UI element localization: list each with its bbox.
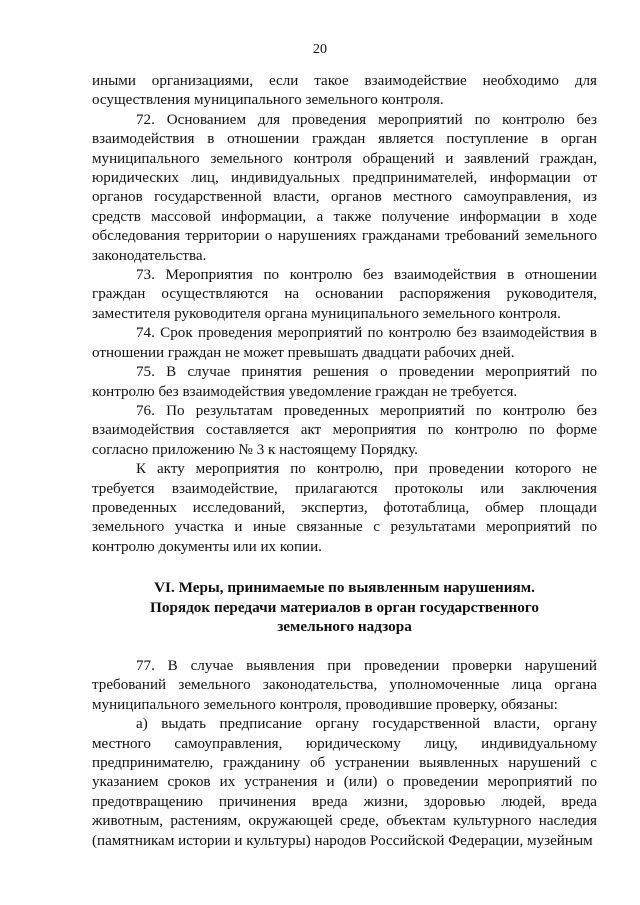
paragraph-75: 75. В случае принятия решения о проведении мероприятий по контролю без взаимодействия уведомление граждан не требуется. [92,364,597,400]
paragraph-72: 72. Основанием для проведения мероприятий по контролю без взаимодействия в отношении граждан является поступление в орган муниципального земельного контроля обращений и заявлений граждан, юридических лиц, индивидуальных предпринимателей, информации от органов государственной власти, органов местного самоуправления, из средств массовой информации, а также получение информации в ходе обследования территории о нарушениях гражданами требований земельного законодательства. [92,111,597,264]
section-heading-line-2: Порядок передачи материалов в орган государственного [150,598,539,616]
section-heading-line-1: VI. Меры, принимаемые по выявленным нарушениям. [154,579,535,597]
paragraph-74: 74. Срок проведения мероприятий по контролю без взаимодействия в отношении граждан не может превышать двадцати рабочих дней. [92,325,597,361]
paragraph-73: 73. Мероприятия по контролю без взаимодействия в отношении граждан осуществляются на основании распоряжения руководителя, заместителя руководителя органа муниципального земельного контроля. [92,267,597,322]
paragraph-76: 76. По результатам проведенных мероприятий по контролю без взаимодействия составляется акт мероприятия по контролю по форме согласно приложению № 3 к настоящему Порядку. [92,402,597,458]
paragraph-act-attachments: К акту мероприятия по контролю, при проведении которого не требуется взаимодействие, прилагаются протоколы или заключения проведенных исследований, экспертиз, фототаблица, обмер площади земельного участка и иные связанные с результатами мероприятий по контролю документы или их копии. [92,461,597,555]
paragraph-continuation: иными организациями, если такое взаимодействие необходимо для осуществления муниципального земельного контроля. [92,73,597,109]
paragraph-77a: а) выдать предписание органу государственной власти, органу местного самоуправления, юридическому лицу, индивидуальному предпринимателю, гражданину об устранении выявленных нарушений с указанием сроков их устранения и (или) о проведении мероприятий по предотвращению причинения вреда жизни, здоровью людей, вреда животным, растениям, окружающей среде, объектам культурного наследия (памятникам истории и культуры) народов Российской Федерации, музейным [92,716,597,849]
section-heading-line-3: земельного надзора [277,618,412,636]
page-number: 20 [313,42,327,57]
section-heading [92,578,597,637]
document-body [92,72,597,851]
paragraph-77: 77. В случае выявления при проведении проверки нарушений требований земельного законодательства, уполномоченные лица органа муниципального земельного контроля, проводившие проверку, обязаны: [92,657,597,713]
